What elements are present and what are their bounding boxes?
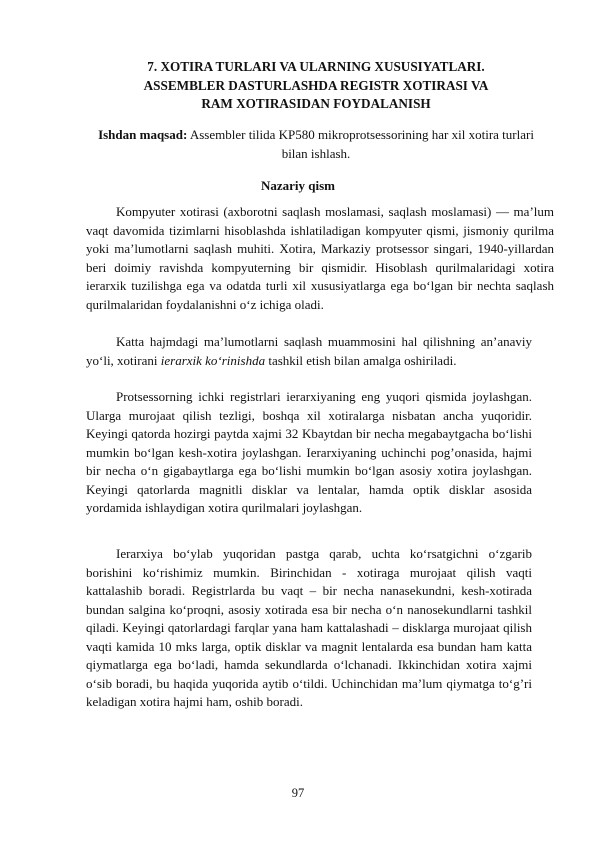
goal-statement [86,126,546,163]
section-title: Nazariy qism [260,178,336,193]
page-number: 97 [291,786,305,800]
paragraph-2-text-b: tashkil etish bilan amalga oshiriladi. [265,352,457,368]
paragraph-2-text-a: Katta hajmdagi ma’lumotlarni saqlash muammosini hal qilishning an’anaviy yo‘li, xotirani [86,334,532,368]
paragraph-2 [86,333,532,370]
title-line-2: ASSEMBLER DASTURLASHDA REGISTR XOTIRASI VA [143,77,489,93]
title-line-3: RAM XOTIRASIDAN FOYDALANISH [201,96,431,111]
goal-text: Assembler tilida KP580 mikroprotsessorining har xil xotira turlari bilan ishlash. [187,127,534,161]
goal-label: Ishdan maqsad: [98,127,188,142]
paragraph-2-italic: ierarxik ko‘rinishda [160,352,266,368]
paragraph-1: Kompyuter xotirasi (axborotni saqlash moslamasi, saqlash moslamasi) — ma’lum vaqt davomida tizimlarni hisoblashda ishlatiladigan kompyuter qismi, jismoniy qurilma yoki ma’lumotlarni saqlash muhiti. Xotira, Markaziy protsessor singari, 1940-yillardan beri doimiy ravishda kompyuterning bir qismidir. Hisoblash qurilmalaridagi xotira ierarxik tuzilishga ega va odatda turli xil xususiyatlarga ega bo‘lgan bir nechta saqlash qurilmalaridan foydalanishni o‘z ichiga oladi. [86,204,554,312]
paragraph-4: Ierarxiya bo‘ylab yuqoridan pastga qarab, uchta ko‘rsatgichni o‘zgarib borishini ko‘rishimiz mumkin. Birinchidan - xotiraga murojaat qilish vaqti kattalashib boradi. Registrlarda bu vaqt – bir necha nanasekundni, kesh-xotirada bundan salgina ko‘proqni, asosiy xotirada esa bir necha o‘n nanosekundlarni tashkil qiladi. Keyingi qatorlardagi farqlar yana ham kattalashadi – disklarga murojaat qilish vaqti kamida 10 mks larga, optik disklar va magnit lentalarda esa bundan ham katta qiymatlarga ega bo‘ladi, hamda sekundlarda o‘lchanadi. Ikkinchidan xotira xajmi o‘sib boradi, bu haqida yuqorida aytib o‘tildi. Uchinchidan ma’lum qiymatga to‘g’ri keladigan xotira hajmi ham, oshib boradi. [86,546,532,709]
chapter-title [92,58,540,114]
paragraph-3: Protsessorning ichki registrlari ierarxiyaning eng yuqori qismida joylashgan. Ularga murojaat qilish tezligi, boshqa xil xotiralarga nisbatan ancha yuqoridir. Keyingi qatorda hozirgi paytda xajmi 32 Kbaytdan bir necha megabaytgacha bo‘lishi mumkin bo‘lgan kesh-xotira joylashgan. Ierarxiyaning uchinchi pog’onasida, hajmi bir necha o‘n gigabaytlarga ega bo‘lishi mumkin bo‘lgan asosiy xotira joylashgan. Keyingi qatorlarda magnitli disklar va lentalar, hamda optik disklar asosida yordamida ishlaydigan xotira qurilmalari joylashgan. [86,389,532,515]
title-line-1: 7. XOTIRA TURLARI VA ULARNING XUSUSIYATLARI. [147,59,485,74]
